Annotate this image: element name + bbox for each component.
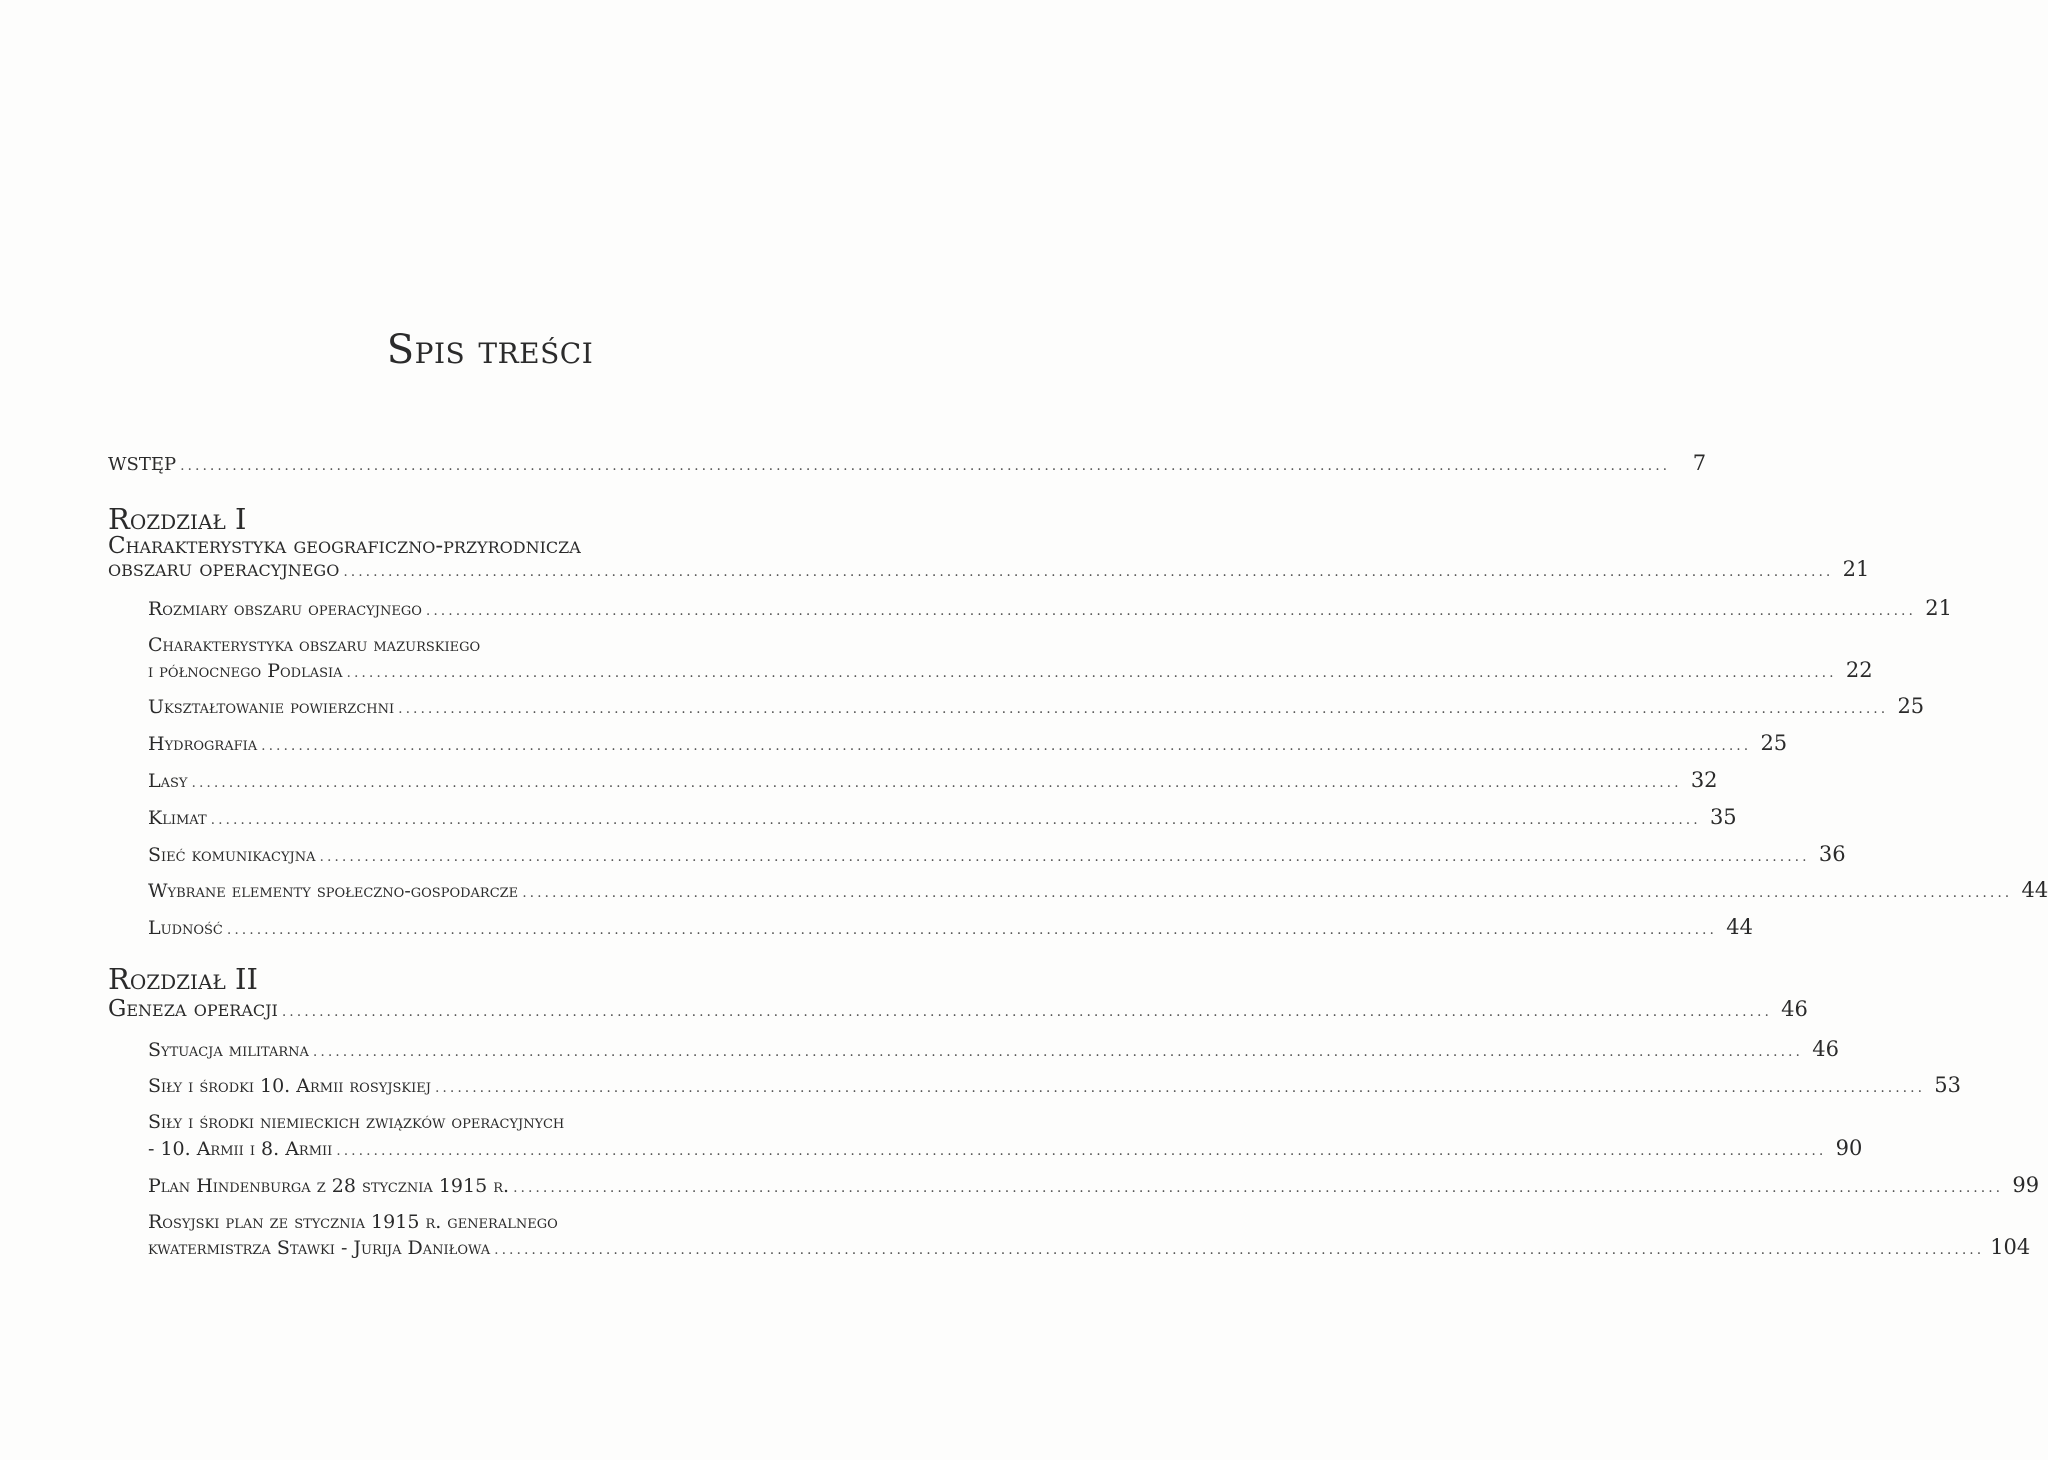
page-title: Spis treści: [386, 327, 594, 373]
dot-leader: ........................................................................................................................................................................................................: [261, 738, 1752, 754]
toc-entry-label: Hydrografia: [148, 733, 258, 755]
dot-leader: ........................................................................................................................................................................................................: [191, 775, 1682, 791]
toc-entry-page: 36: [1818, 842, 1846, 866]
toc-entry-label: Sytuacja militarna: [148, 1039, 309, 1061]
toc-entry-label: Lasy: [148, 770, 188, 792]
dot-leader: ........................................................................................................................................................................................................: [281, 1004, 1772, 1020]
toc-entry-label: Wybrane elementy społeczno-gospodarcze: [148, 880, 519, 902]
toc-entry-label: Sieć komunikacyjna: [148, 844, 316, 866]
toc-entry-label: wstęp: [108, 447, 177, 477]
toc-entry[interactable]: [148, 878, 2048, 905]
toc-entry-label-line1: Rosyjski plan ze stycznia 1915 r. generalnego: [148, 1211, 558, 1233]
dot-leader: ........................................................................................................................................................................................................: [226, 922, 1717, 938]
toc-entry-page: 21: [1842, 557, 1870, 581]
dot-leader: ........................................................................................................................................................................................................: [210, 812, 1701, 828]
chapter-heading: Rozdział I: [108, 502, 247, 536]
toc-entry[interactable]: [148, 1235, 2031, 1262]
toc-entry-label: Plan Hindenburga z 28 stycznia 1915 r.: [148, 1175, 510, 1197]
toc-entry[interactable]: [148, 915, 1753, 942]
dot-leader: ........................................................................................................................................................................................................: [343, 564, 1834, 580]
toc-entry-page: 25: [1897, 694, 1925, 718]
dot-leader: ........................................................................................................................................................................................................: [513, 1180, 2004, 1196]
toc-entry-chapter2[interactable]: [108, 995, 1808, 1026]
toc-entry-page: 7: [1692, 451, 1707, 475]
toc-entry-page: 32: [1690, 768, 1718, 792]
toc-entry-chapter1[interactable]: [108, 555, 1870, 586]
toc-entry-page: 35: [1709, 805, 1737, 829]
chapter-subtitle-line1: Charakterystyka geograficzno-przyrodnicza: [108, 533, 581, 559]
toc-entry-label: obszaru operacyjnego: [108, 556, 340, 582]
dot-leader: ........................................................................................................................................................................................................: [494, 1242, 1985, 1258]
toc-entry[interactable]: [148, 694, 1925, 721]
toc-entry-label: Siły i środki 10. Armii rosyjskiej: [148, 1075, 431, 1097]
dot-leader: ........................................................................................................................................................................................................: [346, 665, 1837, 681]
toc-entry-page: 104: [1990, 1235, 2031, 1259]
toc-entry-page: 21: [1925, 596, 1952, 620]
toc-entry-label-line1: Charakterystyka obszaru mazurskiego: [148, 634, 481, 656]
toc-entry-label: Klimat: [148, 807, 207, 829]
toc-entry[interactable]: [148, 1037, 1839, 1064]
toc-entry-label: Rozmiary obszaru operacyjnego: [148, 598, 422, 620]
toc-entry-page: 99: [2012, 1173, 2040, 1197]
dot-leader: ........................................................................................................................................................................................................: [434, 1080, 1926, 1096]
toc-entry-page: 46: [1781, 997, 1808, 1021]
toc-entry-page: 53: [1934, 1073, 1962, 1097]
dot-leader: ........................................................................................................................................................................................................: [336, 1143, 1827, 1159]
toc-entry-page: 90: [1835, 1136, 1863, 1160]
toc-entry-page: 44: [1726, 915, 1753, 939]
toc-entry-intro[interactable]: [108, 446, 1707, 482]
dot-leader: ........................................................................................................................................................................................................: [319, 849, 1810, 865]
dot-leader: ........................................................................................................................................................................................................: [425, 603, 1916, 619]
toc-entry[interactable]: [148, 1073, 1962, 1100]
dot-leader: ........................................................................................................................................................................................................: [180, 458, 1671, 474]
toc-entry[interactable]: [148, 1173, 2040, 1200]
toc-entry[interactable]: [148, 596, 1952, 623]
toc-entry[interactable]: [148, 731, 1788, 758]
toc-entry-page: 22: [1845, 658, 1873, 682]
toc-entry-label: Geneza operacji: [108, 996, 278, 1022]
toc-entry-page: 44: [2021, 878, 2048, 902]
chapter-heading: Rozdział II: [108, 962, 258, 996]
toc-entry-label: - 10. Armii i 8. Armii: [148, 1138, 333, 1160]
toc-entry-page: 25: [1760, 731, 1788, 755]
dot-leader: ........................................................................................................................................................................................................: [398, 701, 1889, 717]
toc-entry[interactable]: [148, 768, 1718, 795]
toc-entry[interactable]: [148, 658, 1873, 685]
toc-entry-label: i północnego Podlasia: [148, 660, 343, 682]
dot-leader: ........................................................................................................................................................................................................: [312, 1044, 1803, 1060]
toc-entry-page: 46: [1812, 1037, 1839, 1061]
toc-entry[interactable]: [148, 805, 1737, 832]
toc-entry[interactable]: [148, 842, 1846, 869]
toc-entry-label: kwatermistrza Stawki - Jurija Daniłowa: [148, 1237, 491, 1259]
dot-leader: ........................................................................................................................................................................................................: [522, 885, 2013, 901]
toc-entry-label-line1: Siły i środki niemieckich związków operacyjnych: [148, 1111, 565, 1133]
toc-entry-label: Ukształtowanie powierzchni: [148, 696, 395, 718]
toc-entry[interactable]: [148, 1136, 1863, 1163]
toc-entry-label: Ludność: [148, 917, 223, 939]
